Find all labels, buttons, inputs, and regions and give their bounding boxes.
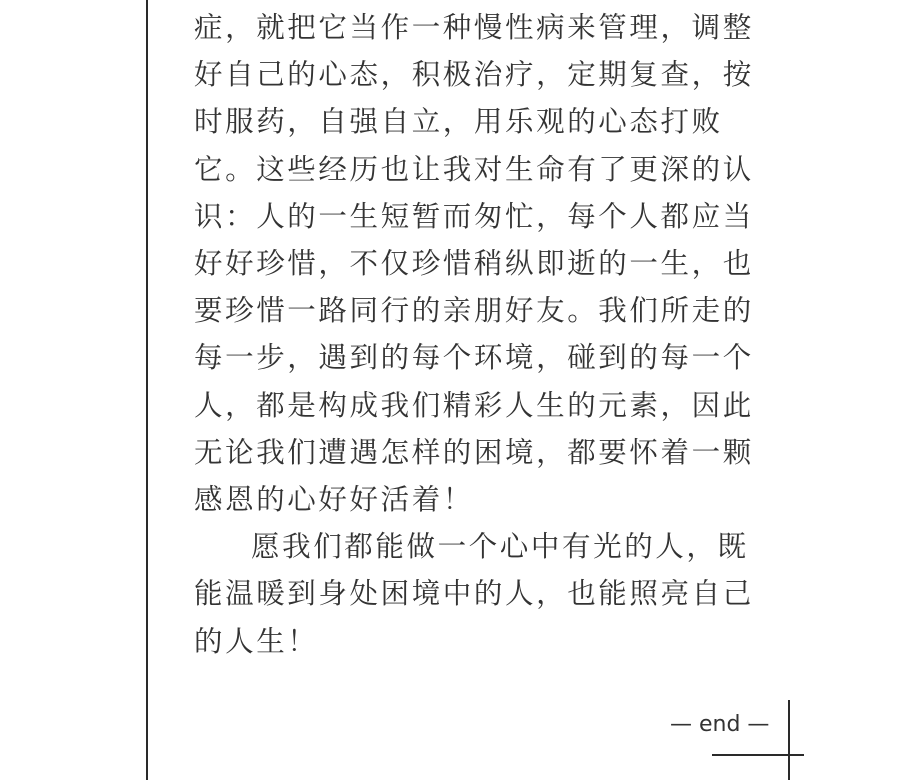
- crop-mark-horizontal: [712, 754, 804, 756]
- article-paragraph: 症，就把它当作一种慢性病来管理，调整好自己的心态，积极治疗，定期复查，按时服药，自强自立，用乐观的心态打败它。这些经历也让我对生命有了更深的认识：人的一生短暂而匆忙，每个人都应当好好珍惜，不仅珍惜稍纵即逝的一生，也要珍惜一路同行的亲朋好友。我们所走的每一步，遇到的每个环境，碰到的每一个人，都是构成我们精彩人生的元素，因此无论我们遭遇怎样的困境，都要怀着一颗感恩的心好好活着！: [194, 11, 754, 517]
- crop-mark-vertical: [788, 700, 790, 780]
- article-body: [194, 4, 770, 665]
- left-margin-rule: [146, 0, 148, 780]
- article-paragraph: 愿我们都能做一个心中有光的人，既能温暖到身处困境中的人，也能照亮自己的人生！: [194, 530, 754, 658]
- end-marker: — end —: [670, 712, 770, 737]
